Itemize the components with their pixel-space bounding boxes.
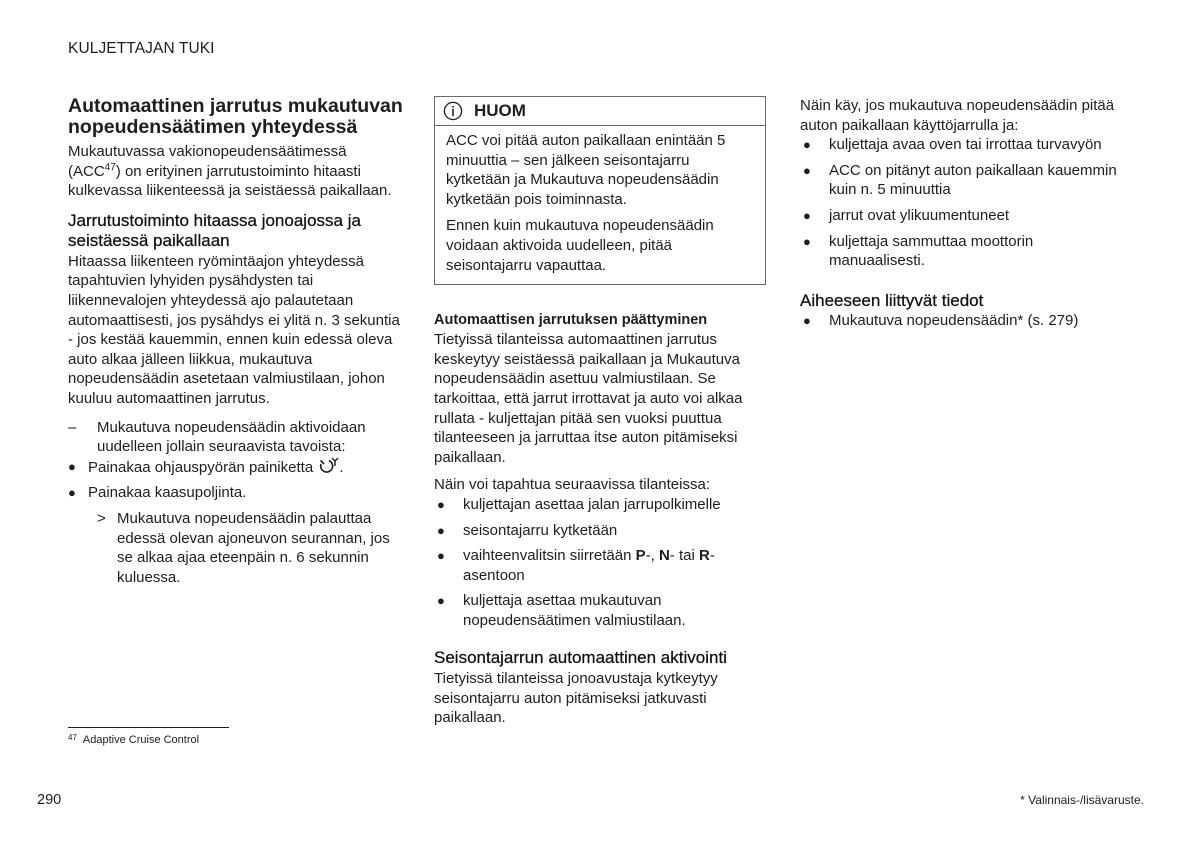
- list-item-text: -,: [645, 547, 659, 565]
- related-link[interactable]: [800, 311, 1120, 331]
- bullet-icon: ●: [437, 522, 445, 538]
- running-header: KULJETTAJAN TUKI: [68, 40, 215, 57]
- bullet-icon: ●: [437, 548, 445, 564]
- list-item: [68, 483, 403, 503]
- intro-text: Mukautuvassa vakionopeudensäätimessä (ACC: [68, 143, 347, 180]
- list-item-text: kuljettajan asettaa jalan jarrupolkimelle: [463, 495, 721, 513]
- note-body: [435, 126, 765, 284]
- intro-text-cont: ) on erityinen jarrutustoiminto hitaasti kulkevassa liikenteessä ja seistäessä paikallaan.: [68, 162, 392, 200]
- list-item: [434, 495, 766, 515]
- bullet-icon: ●: [803, 207, 811, 223]
- list-item: [800, 232, 1120, 271]
- related-list: [800, 311, 1120, 331]
- footnote: [68, 733, 199, 746]
- list-item: [434, 591, 766, 630]
- dash-marker: –: [68, 418, 77, 436]
- footnote-divider: [68, 727, 229, 728]
- bullet-icon: ●: [803, 137, 811, 153]
- note-title: HUOM: [474, 101, 526, 121]
- list-item-text: ACC on pitänyt auton paikallaan kauemmin kuin n. 5 minuuttia: [829, 161, 1117, 199]
- result-item: [97, 509, 403, 587]
- note-paragraph: Ennen kuin mukautuva nopeudensäädin voidaan aktivoida uudelleen, pitää seisontajarru vapauttaa.: [446, 217, 714, 274]
- footnote-number: 47: [68, 733, 77, 742]
- bullet-icon: ●: [68, 485, 76, 501]
- list-item: [800, 206, 1120, 226]
- page-number: 290: [37, 792, 62, 808]
- footnote-ref[interactable]: 47: [104, 161, 116, 173]
- bullet-icon: ●: [803, 233, 811, 249]
- note-box: [434, 96, 766, 285]
- step-item: [68, 418, 403, 457]
- list-item-text: -asentoon: [463, 547, 715, 584]
- column-3: [800, 96, 1120, 331]
- subheading: Seisontajarrun automaattinen aktivointi: [434, 648, 727, 668]
- list-item: [800, 161, 1120, 200]
- condition-list: [800, 135, 1120, 271]
- bullet-icon: ●: [68, 458, 76, 474]
- list-item-text: jarrut ovat ylikuumentuneet: [829, 206, 1010, 224]
- note-header: [435, 97, 765, 126]
- resume-button-icon: [317, 457, 339, 475]
- situation-list: [434, 495, 766, 631]
- related-heading: Aiheeseen liittyvät tiedot: [800, 290, 984, 310]
- list-item: [434, 546, 766, 585]
- result-marker: >: [97, 509, 106, 527]
- list-item: [68, 457, 403, 478]
- section-title: Automaattinen jarrutus mukautuvan nopeudensäätimen yhteydessä: [68, 95, 403, 138]
- lead-paragraph: Näin voi tapahtua seuraavissa tilanteissa:: [434, 476, 710, 494]
- note-paragraph: ACC voi pitää auton paikallaan enintään 5 minuuttia – sen jälkeen seisontajarru kytketään ja Mukautuva nopeudensäädin kytketään pois toiminnasta.: [446, 132, 726, 208]
- list-item-text: Painakaa kaasupoljinta.: [88, 484, 247, 502]
- gear-n: N: [658, 547, 670, 565]
- list-item: [800, 135, 1120, 155]
- list-item-text: Painakaa ohjauspyörän painiketta: [88, 458, 314, 476]
- option-list: [68, 457, 403, 503]
- list-item-text: - tai: [669, 547, 699, 565]
- column-2: [434, 96, 766, 728]
- body-paragraph: Tietyissä tilanteissa automaattinen jarrutus keskeytyy seistäessä paikallaan ja Mukautuva nopeudensäädin asettuu valmiustilaan. Se tarkoittaa, että jarrut irrottavat ja auto voi alkaa rullata - kuljettajan pitää sen vuoksi puuttua tilanteeseen ja jarruttaa itse auton pitämiseksi paikallaan.: [434, 331, 743, 466]
- intro-paragraph: [68, 142, 403, 201]
- footnote-text: Adaptive Cruise Control: [82, 734, 200, 746]
- list-item-suffix: .: [339, 458, 344, 476]
- list-item-text: seisontajarru kytketään: [463, 521, 618, 539]
- bullet-icon: ●: [437, 593, 445, 609]
- subheading: Automaattisen jarrutuksen päättyminen: [434, 312, 708, 329]
- body-paragraph: Tietyissä tilanteissa jonoavustaja kytkeytyy seisontajarru auton pitämiseksi jatkuvasti paikallaan.: [434, 669, 718, 727]
- subheading: Jarrutustoiminto hitaassa jonoajossa ja seistäessä paikallaan: [68, 210, 361, 251]
- list-item-text: kuljettaja sammuttaa moottorin manuaalisesti.: [829, 232, 1034, 270]
- list-item-text: kuljettaja avaa oven tai irrottaa turvavyön: [829, 136, 1102, 154]
- bullet-icon: ●: [437, 496, 445, 512]
- step-text: Mukautuva nopeudensäädin aktivoidaan uudelleen jollain seuraavista tavoista:: [97, 418, 366, 456]
- result-text: Mukautuva nopeudensäädin palauttaa edessä olevan ajoneuvon seurannan, jos se alkaa ajaa eteenpäin n. 6 sekunnin kuluessa.: [117, 509, 390, 586]
- info-icon: [443, 101, 463, 121]
- bullet-icon: ●: [803, 162, 811, 178]
- gear-r: R: [698, 547, 710, 565]
- related-link-text[interactable]: Mukautuva nopeudensäädin* (s. 279): [829, 312, 1079, 330]
- lead-paragraph: Näin käy, jos mukautuva nopeudensäädin pitää auton paikallaan käyttöjarrulla ja:: [800, 97, 1115, 134]
- bullet-icon: ●: [803, 313, 811, 329]
- column-1: [68, 96, 403, 587]
- body-paragraph: Hitaassa liikenteen ryömintäajon yhteydessä tapahtuvien lyhyiden pysähdysten tai liikennevalojen yhteydessä ajo palautetaan automaattisesti, jos pysähdys ei ylitä n. 3 sekuntia - jos kestää kauemmin, ennen kuin edessä oleva auto alkaa jälleen liikkua, mukautuva nopeudensäädin asetetaan valmiustilaan, johon kuuluu automaattinen jarrutus.: [68, 252, 400, 407]
- list-item: [434, 521, 766, 541]
- gear-p: P: [635, 547, 646, 565]
- optional-equipment-note: * Valinnais-/lisävaruste.: [1020, 793, 1144, 807]
- list-item-text: kuljettaja asettaa mukautuvan nopeudensäätimen valmiustilaan.: [463, 592, 686, 629]
- list-item-text: vaihteenvalitsin siirretään: [463, 547, 636, 565]
